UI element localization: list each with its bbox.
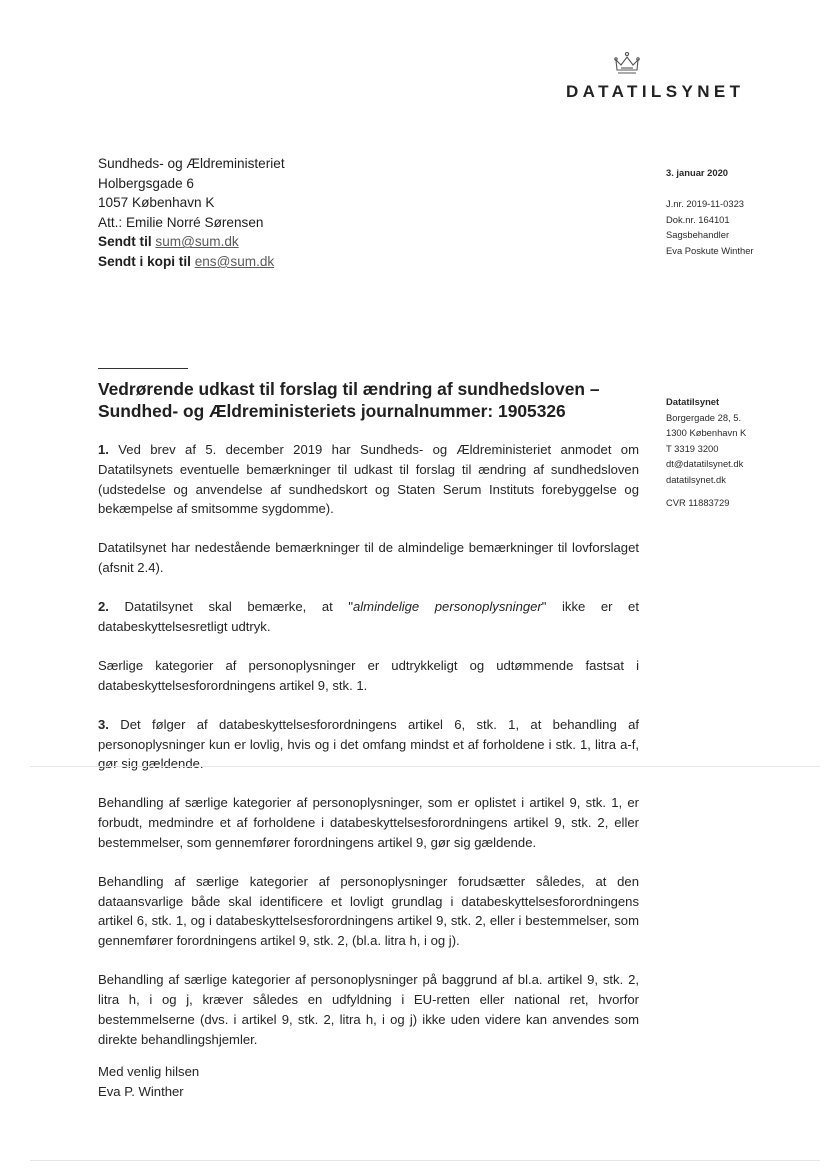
office-web: datatilsynet.dk bbox=[666, 473, 726, 485]
recipient-line: Att.: Emilie Norré Sørensen bbox=[98, 214, 264, 230]
sent-to-email-link[interactable]: sum@sum.dk bbox=[155, 234, 239, 250]
letter-subject bbox=[98, 378, 618, 422]
sent-to-line bbox=[98, 232, 285, 252]
crown-logo-icon bbox=[612, 50, 642, 78]
paragraph-text: Det følger af databeskyttelsesforordningens artikel 6, stk. 1, at behandling af personoplysninger kun er lovlig, hvis og i det omfang mindst et af forholdene i stk. 1, litra a-f, gør sig gældende. bbox=[98, 716, 639, 772]
paragraph-1 bbox=[98, 440, 639, 519]
letter-date: 3. januar 2020 bbox=[666, 167, 729, 178]
recipient-line: Sundheds- og Ældreministeriet bbox=[98, 156, 285, 171]
paragraph-text: Ved brev af 5. december 2019 har Sundheds- og Ældreministeriet anmodet om Datatilsynets eventuelle bemærkninger til udkast til forslag til ændring af sundhedsloven (udstedelse og anvendelse af sundhedskort og Staten Serum Instituts forebyggelse og bekæmpelse af smitsomme sygdomme). bbox=[98, 442, 639, 517]
subject-line-2: Sundhed- og Ældreministeriets journalnummer: 1905326 bbox=[98, 401, 566, 421]
section-number: 1. bbox=[98, 442, 109, 457]
organization-logo-text: DATATILSYNET bbox=[566, 82, 745, 101]
section-number: 2. bbox=[98, 599, 109, 615]
office-cvr: CVR 11883729 bbox=[666, 496, 730, 508]
case-references bbox=[666, 196, 754, 258]
office-city: 1300 København K bbox=[666, 427, 747, 439]
sent-to-label: Sendt til bbox=[98, 234, 152, 250]
office-email: dt@datatilsynet.dk bbox=[666, 458, 744, 470]
office-street: Borgergade 28, 5. bbox=[666, 411, 742, 423]
closing-greeting: Med venlig hilsen bbox=[98, 1064, 200, 1079]
paragraph-6: Behandling af særlige kategorier af personoplysninger, som er oplistet i artikel 9, stk. 1, er forbudt, medmindre et af forholdene i databeskyttelsesforordningens artikel 9, stk. 2, eller bestemmelser, som gennemfører forordningens artikel 9, gør sig gældende. bbox=[98, 795, 639, 850]
handler-name: Eva Poskute Winther bbox=[666, 244, 754, 256]
signer-name: Eva P. Winther bbox=[98, 1084, 184, 1099]
paragraph-7: Behandling af særlige kategorier af personoplysninger forudsætter således, at den dataansvarlige både skal identificere et lovligt grundlag i databeskyttelsesforordningens artikel 6, stk. 1, og i databeskyttelsesforordningens artikel 9, stk. 2, eller i bestemmelser, som gennemfører forordningens artikel 9, stk. 2, (bl.a. litra h, i og j). bbox=[98, 873, 639, 949]
signature-block bbox=[98, 1062, 199, 1102]
copy-to-line bbox=[98, 252, 285, 272]
section-number: 3. bbox=[98, 716, 109, 732]
subject-separator bbox=[98, 368, 188, 369]
paragraph-2: Datatilsynet har nedestående bemærkninger til de almindelige bemærkninger til lovforslaget (afsnit 2.4). bbox=[98, 540, 639, 576]
paragraph-3 bbox=[98, 597, 639, 637]
copy-to-label: Sendt i kopi til bbox=[98, 253, 191, 269]
paragraph-4: Særlige kategorier af personoplysninger er udtrykkeligt og udtømmende fastsat i databeskyttelsesforordningens artikel 9, stk. 1. bbox=[98, 657, 639, 693]
office-phone: T 3319 3200 bbox=[666, 442, 719, 454]
office-name: Datatilsynet bbox=[666, 396, 720, 407]
handler-label: Sagsbehandler bbox=[666, 229, 730, 241]
document-number: Dok.nr. 164101 bbox=[666, 213, 730, 225]
copy-to-email-link[interactable]: ens@sum.dk bbox=[194, 253, 275, 269]
subject-line-1: Vedrørende udkast til forslag til ændring af sundhedsloven – bbox=[98, 379, 600, 399]
journal-number: J.nr. 2019-11-0323 bbox=[666, 198, 745, 209]
paragraph-8: Behandling af særlige kategorier af personoplysninger på baggrund af bl.a. artikel 9, stk. 2, litra h, i og j, kræver således en udfyldning i EU-retten eller national ret, hvorfor bestemmelserne (dvs. i artikel 9, stk. 2, litra h, i og j) ikke uden videre kan anvendes som direkte behandlingshjemler. bbox=[98, 972, 639, 1047]
letter-body bbox=[98, 440, 639, 1069]
scan-artifact-line bbox=[30, 766, 820, 767]
paragraph-text: " ikke er et databeskyttelsesretligt udtryk. bbox=[98, 599, 639, 634]
recipient-line: 1057 København K bbox=[98, 195, 215, 211]
sender-contact-info bbox=[666, 394, 746, 510]
recipient-line: Holbergsgade 6 bbox=[98, 175, 194, 191]
italic-term: almindelige personoplysninger bbox=[352, 599, 542, 615]
scan-artifact-line bbox=[30, 1160, 820, 1161]
paragraph-text: Datatilsynet skal bemærke, at " bbox=[108, 599, 353, 615]
recipient-address bbox=[98, 154, 285, 272]
